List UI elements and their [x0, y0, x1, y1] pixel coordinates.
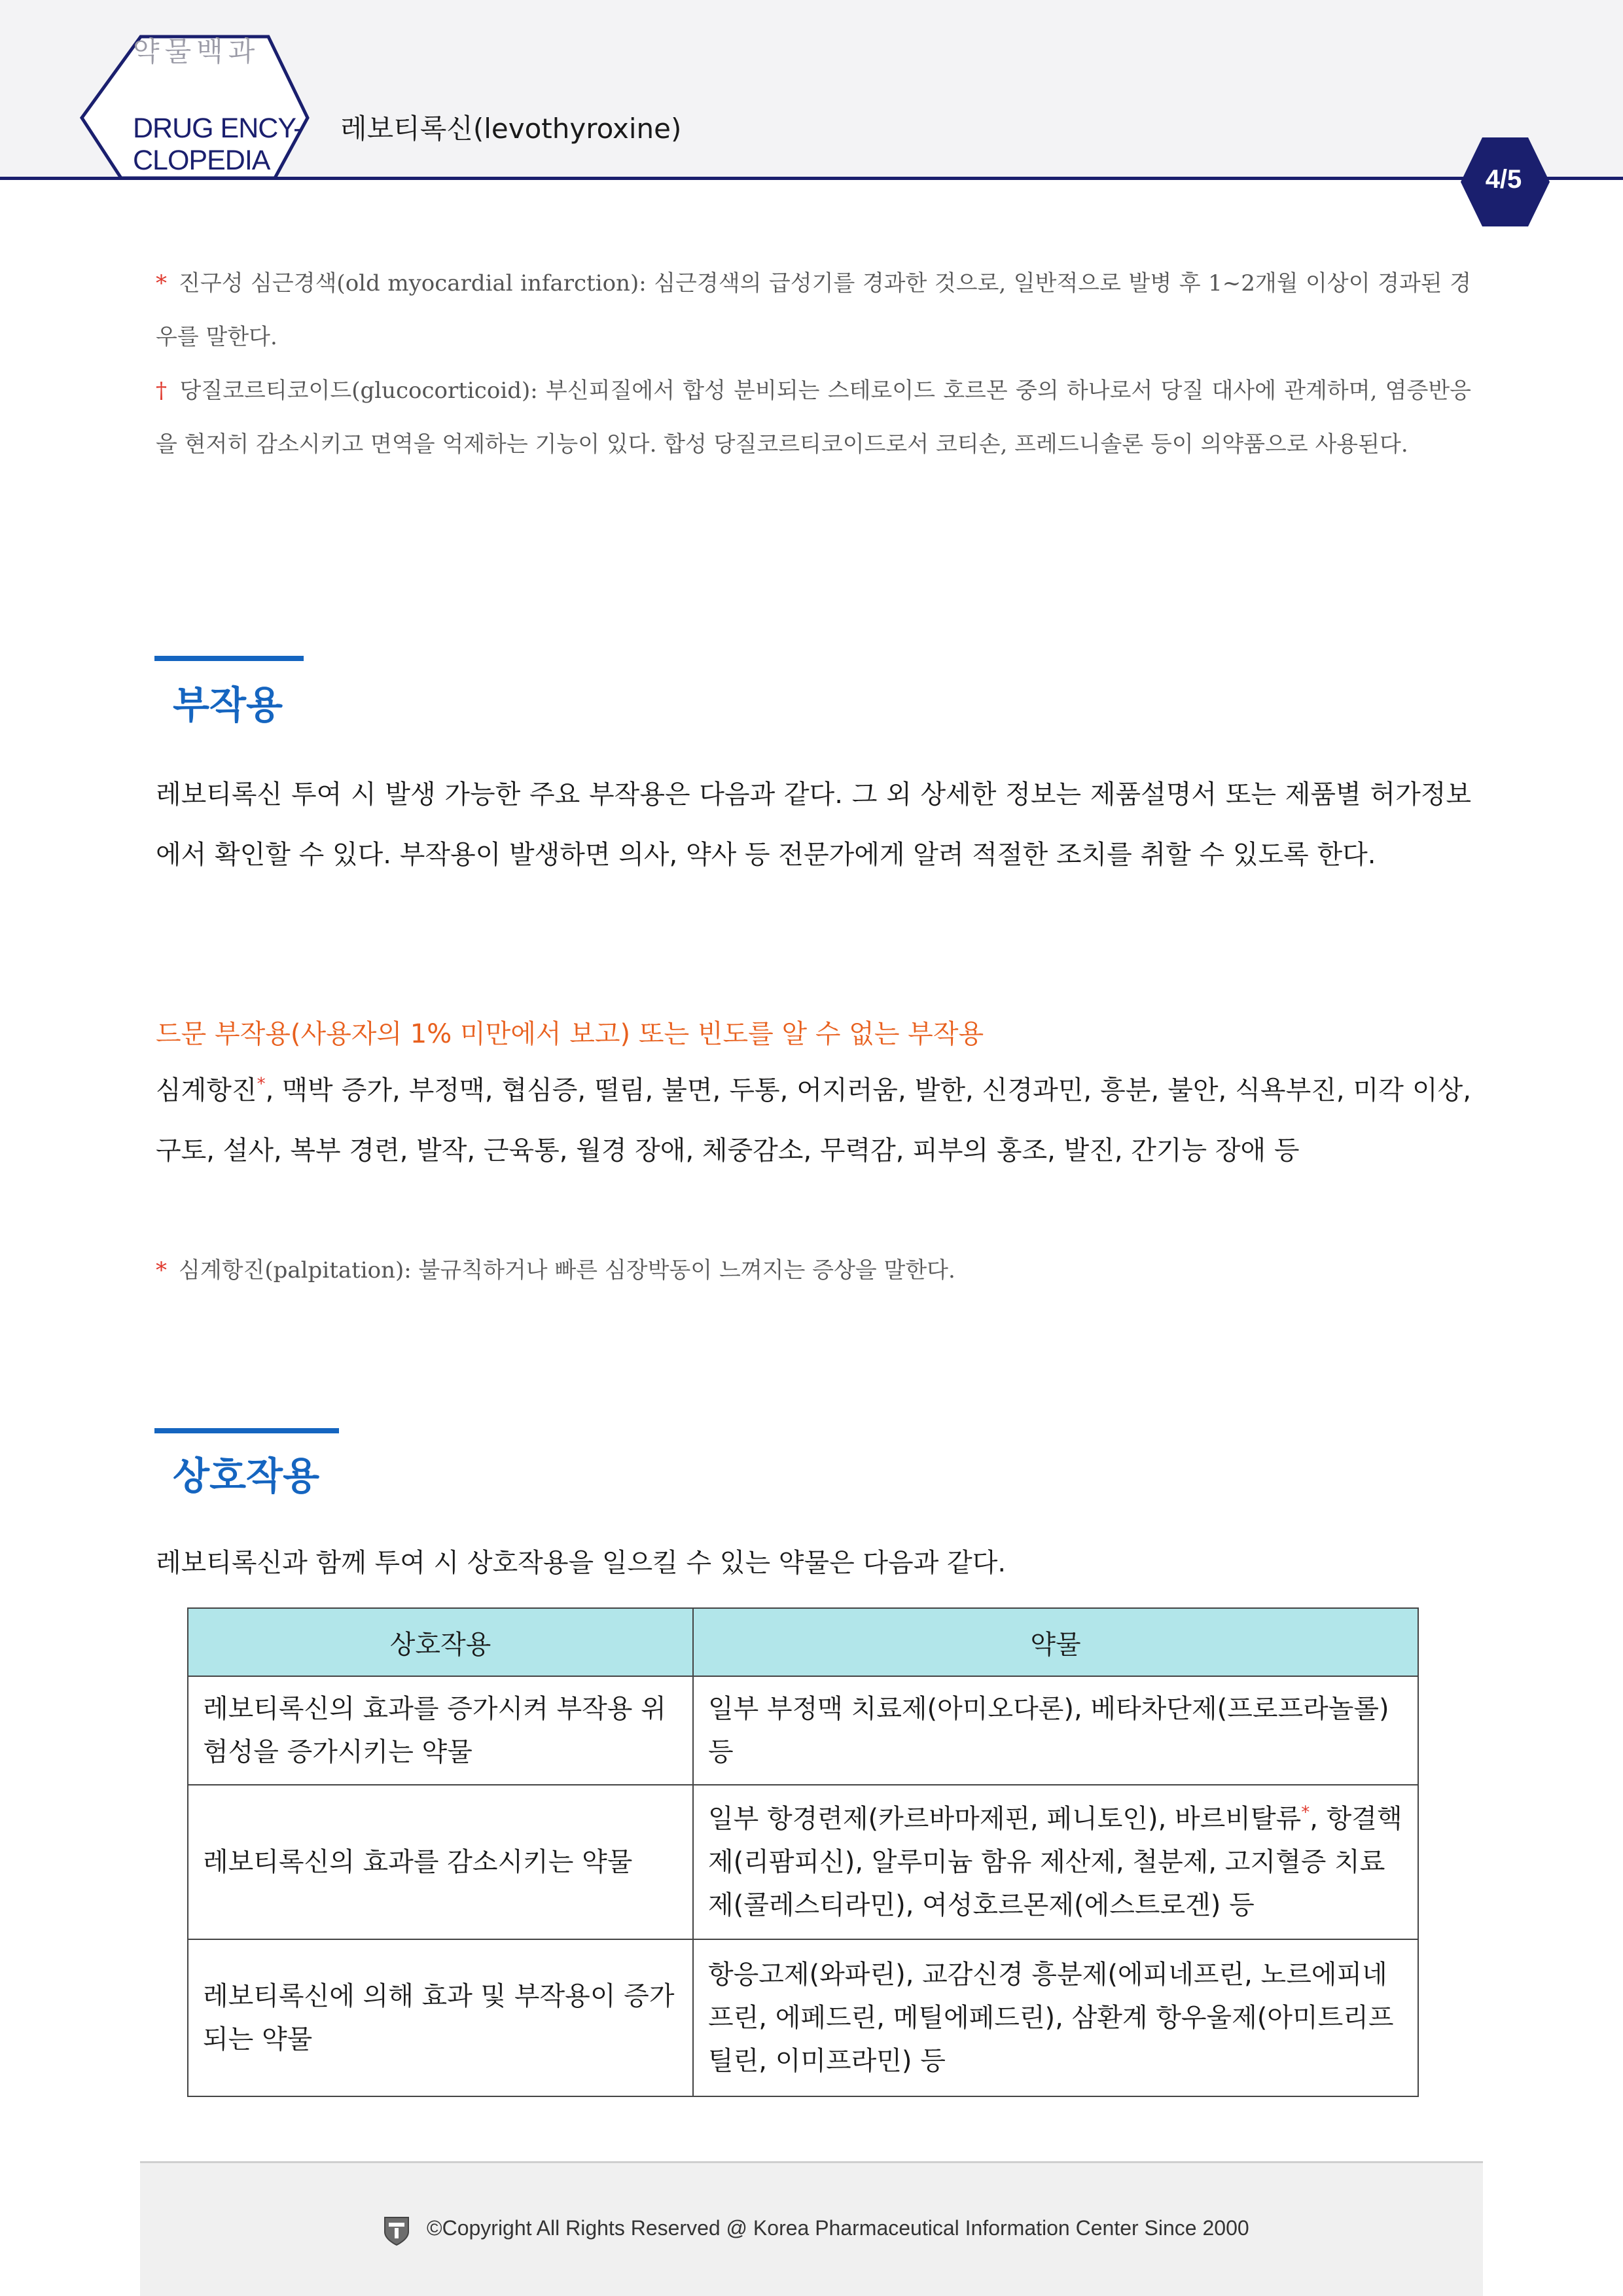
footnote-text: 심계항진(palpitation): 불규칙하거나 빠른 심장박동이 느껴지는 증상을 말한다.: [179, 1257, 955, 1283]
column-header-drugs: 약물: [693, 1608, 1418, 1676]
section-bar-side-effects: [154, 656, 304, 661]
table-row: [188, 1939, 1418, 2096]
footnote-marker: †: [156, 378, 168, 404]
logo-english-line1: DRUG ENCY-: [133, 113, 302, 144]
effect-cell: 레보티록신의 효과를 증가시켜 부작용 위험성을 증가시키는 약물: [188, 1676, 693, 1785]
effect-cell: 레보티록신의 효과를 감소시키는 약물: [188, 1785, 693, 1939]
section-title-side-effects: 부작용: [173, 683, 283, 727]
footnote-marker: *: [156, 270, 167, 296]
drugs-cell: 항응고제(와파린), 교감신경 흥분제(에피네프린, 노르에피네프린, 에페드린, 메틸에페드린), 삼환계 항우울제(아미트리프틸린, 이미프라민) 등: [693, 1939, 1418, 2096]
logo-english-text: [133, 113, 302, 177]
footer-rule: [140, 2161, 1483, 2163]
footnote-marker: *: [156, 1257, 167, 1283]
copyright-text: ©Copyright All Rights Reserved @ Korea Pharmaceutical Information Center Since 2000: [427, 2216, 1249, 2240]
footnote-palpitation: [156, 1244, 1471, 1297]
table-row: [188, 1676, 1418, 1785]
logo-korean-text: 약물백과: [133, 35, 260, 67]
drugs-cell: 일부 부정맥 치료제(아미오다론), 베타차단제(프로프라놀롤) 등: [693, 1676, 1418, 1785]
drugs-cell-part2: , 항결핵제(리팜피신), 알루미늄 함유 제산제, 철분제, 고지혈증 치료제(콜레스티라민), 여성호르몬제(에스트로겐) 등: [708, 1804, 1402, 1920]
page-number: 4/5: [1485, 165, 1522, 194]
logo-english-line2: CLOPEDIA: [133, 145, 270, 176]
section-bar-interactions: [154, 1428, 339, 1433]
interactions-table: [187, 1607, 1419, 2097]
side-effects-list-first: 심계항진: [156, 1075, 257, 1105]
footnote-text: 진구성 심근경색(old myocardial infarction): 심근경색의 급성기를 경과한 것으로, 일반적으로 발병 후 1~2개월 이상이 경과된 경우를 말한다.: [156, 270, 1471, 350]
document-title: 레보티록신(levothyroxine): [340, 113, 682, 145]
header-rule: [0, 177, 1623, 180]
section-title-interactions: 상호작용: [173, 1454, 320, 1498]
interactions-intro: 레보티록신과 함께 투여 시 상호작용을 일으킬 수 있는 약물은 다음과 같다.: [156, 1548, 1007, 1578]
side-effects-list-rest: , 맥박 증가, 부정맥, 협심증, 떨림, 불면, 두통, 어지러움, 발한, 신경과민, 흥분, 불안, 식욕부진, 미각 이상, 구토, 설사, 복부 경련, 발작, 근육통, 월경 장애, 체중감소, 무력감, 피부의 홍조, 발진, 간기능 장애 등: [156, 1075, 1471, 1166]
side-effects-list: [156, 1060, 1471, 1181]
effect-cell: 레보티록신에 의해 효과 및 부작용이 증가되는 약물: [188, 1939, 693, 2096]
footnote-glucocorticoid: [156, 364, 1471, 471]
table-row: [188, 1785, 1418, 1939]
footnote-marker: *: [1301, 1803, 1310, 1823]
kpic-shield-icon: [382, 2215, 411, 2246]
footnote-old-mi: [156, 257, 1471, 364]
footnote-text: 당질코르티코이드(glucocorticoid): 부신피질에서 합성 분비되는 스테로이드 호르몬 중의 하나로서 당질 대사에 관계하며, 염증반응을 현저히 감소시키고 면역을 억제하는 기능이 있다. 합성 당질코르티코이드로서 코티손, 프레드니솔론 등이 의약품으로 사용된다.: [156, 378, 1472, 457]
footnote-marker: *: [257, 1074, 266, 1094]
side-effects-intro: 레보티록신 투여 시 발생 가능한 주요 부작용은 다음과 같다. 그 외 상세한 정보는 제품설명서 또는 제품별 허가정보에서 확인할 수 있다. 부작용이 발생하면 의사, 약사 등 전문가에게 알려 적절한 조치를 취할 수 있도록 한다.: [156, 780, 1471, 870]
table-header-row: [188, 1608, 1418, 1676]
drugs-cell: [693, 1785, 1418, 1939]
drugs-cell-part1: 일부 항경련제(카르바마제핀, 페니토인), 바르비탈류: [708, 1804, 1302, 1834]
rare-side-effects-heading: 드문 부작용(사용자의 1% 미만에서 보고) 또는 빈도를 알 수 없는 부작용: [156, 1019, 984, 1049]
column-header-effect: 상호작용: [188, 1608, 693, 1676]
